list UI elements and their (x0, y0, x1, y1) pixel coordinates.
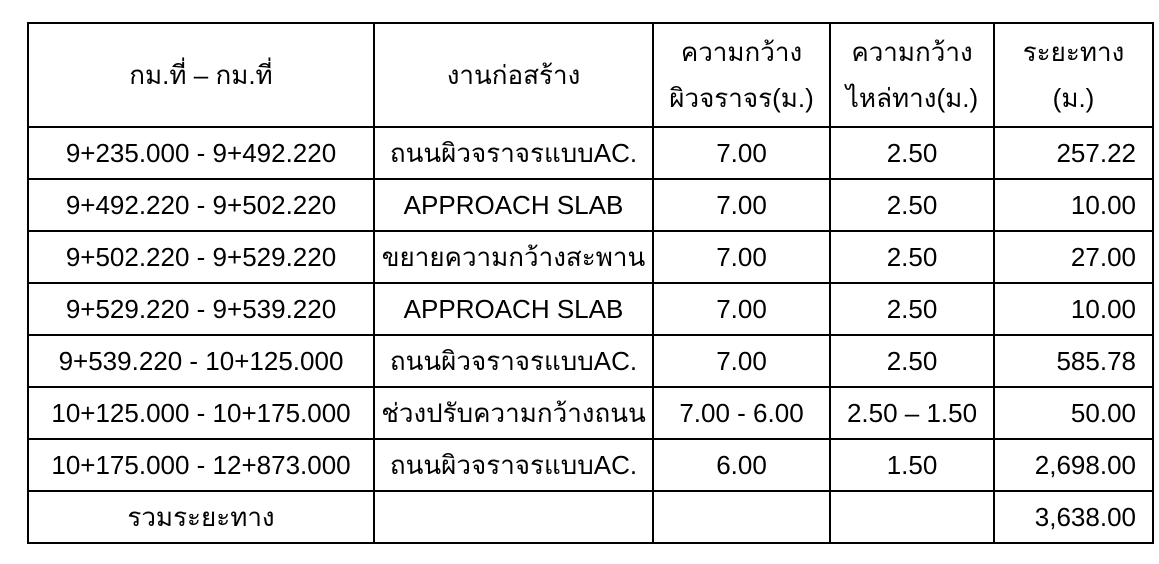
col-header-station (28, 23, 374, 127)
road-section-table (27, 22, 1154, 544)
total-label: รวมระยะทาง (28, 491, 374, 543)
station-cell: 9+502.220 - 9+529.220 (28, 231, 374, 283)
total-work-cell (374, 491, 653, 543)
distance-cell: 27.00 (994, 231, 1153, 283)
table-row (28, 231, 1153, 283)
station-cell: 9+529.220 - 9+539.220 (28, 283, 374, 335)
shoulder-width-cell: 1.50 (830, 439, 994, 491)
work-cell: ขยายความกว้างสะพาน (374, 231, 653, 283)
table-row (28, 387, 1153, 439)
col-header-shoulder-width: ความกว้าง ไหล่ทาง(ม.) (830, 23, 994, 127)
station-cell: 9+539.220 - 10+125.000 (28, 335, 374, 387)
work-cell: ถนนผิวจราจรแบบAC. (374, 335, 653, 387)
work-cell: APPROACH SLAB (374, 283, 653, 335)
pavement-width-cell: 7.00 (653, 231, 830, 283)
work-cell: ถนนผิวจราจรแบบAC. (374, 439, 653, 491)
work-cell: APPROACH SLAB (374, 179, 653, 231)
pavement-width-cell: 6.00 (653, 439, 830, 491)
distance-cell: 585.78 (994, 335, 1153, 387)
table-row (28, 127, 1153, 179)
distance-cell: 257.22 (994, 127, 1153, 179)
total-distance-cell: 3,638.00 (994, 491, 1153, 543)
pavement-width-cell: 7.00 (653, 179, 830, 231)
table-row (28, 335, 1153, 387)
work-cell: ช่วงปรับความกว้างถนน (374, 387, 653, 439)
shoulder-width-cell: 2.50 (830, 283, 994, 335)
distance-cell: 10.00 (994, 179, 1153, 231)
distance-cell: 2,698.00 (994, 439, 1153, 491)
pavement-width-cell: 7.00 (653, 283, 830, 335)
station-cell: 10+175.000 - 12+873.000 (28, 439, 374, 491)
pavement-width-cell: 7.00 - 6.00 (653, 387, 830, 439)
col-header-work-label: งานก่อสร้าง (446, 60, 581, 90)
shoulder-width-cell: 2.50 (830, 231, 994, 283)
distance-cell: 50.00 (994, 387, 1153, 439)
station-cell: 9+492.220 - 9+502.220 (28, 179, 374, 231)
shoulder-width-cell: 2.50 (830, 127, 994, 179)
col-header-work (374, 23, 653, 127)
station-cell: 9+235.000 - 9+492.220 (28, 127, 374, 179)
pavement-width-cell: 7.00 (653, 335, 830, 387)
col-header-station-label: กม.ที่ – กม.ที่ (129, 60, 273, 90)
shoulder-width-cell: 2.50 (830, 179, 994, 231)
shoulder-width-cell: 2.50 (830, 335, 994, 387)
total-pavement-width-cell (653, 491, 830, 543)
work-cell: ถนนผิวจราจรแบบAC. (374, 127, 653, 179)
pavement-width-cell: 7.00 (653, 127, 830, 179)
shoulder-width-cell: 2.50 – 1.50 (830, 387, 994, 439)
distance-cell: 10.00 (994, 283, 1153, 335)
table-row (28, 179, 1153, 231)
table-row (28, 439, 1153, 491)
total-row (28, 491, 1153, 543)
header-row (28, 23, 1153, 127)
table-row (28, 283, 1153, 335)
total-shoulder-width-cell (830, 491, 994, 543)
col-header-pavement-width: ความกว้าง ผิวจราจร(ม.) (653, 23, 830, 127)
station-cell: 10+125.000 - 10+175.000 (28, 387, 374, 439)
col-header-distance: ระยะทาง (ม.) (994, 23, 1153, 127)
